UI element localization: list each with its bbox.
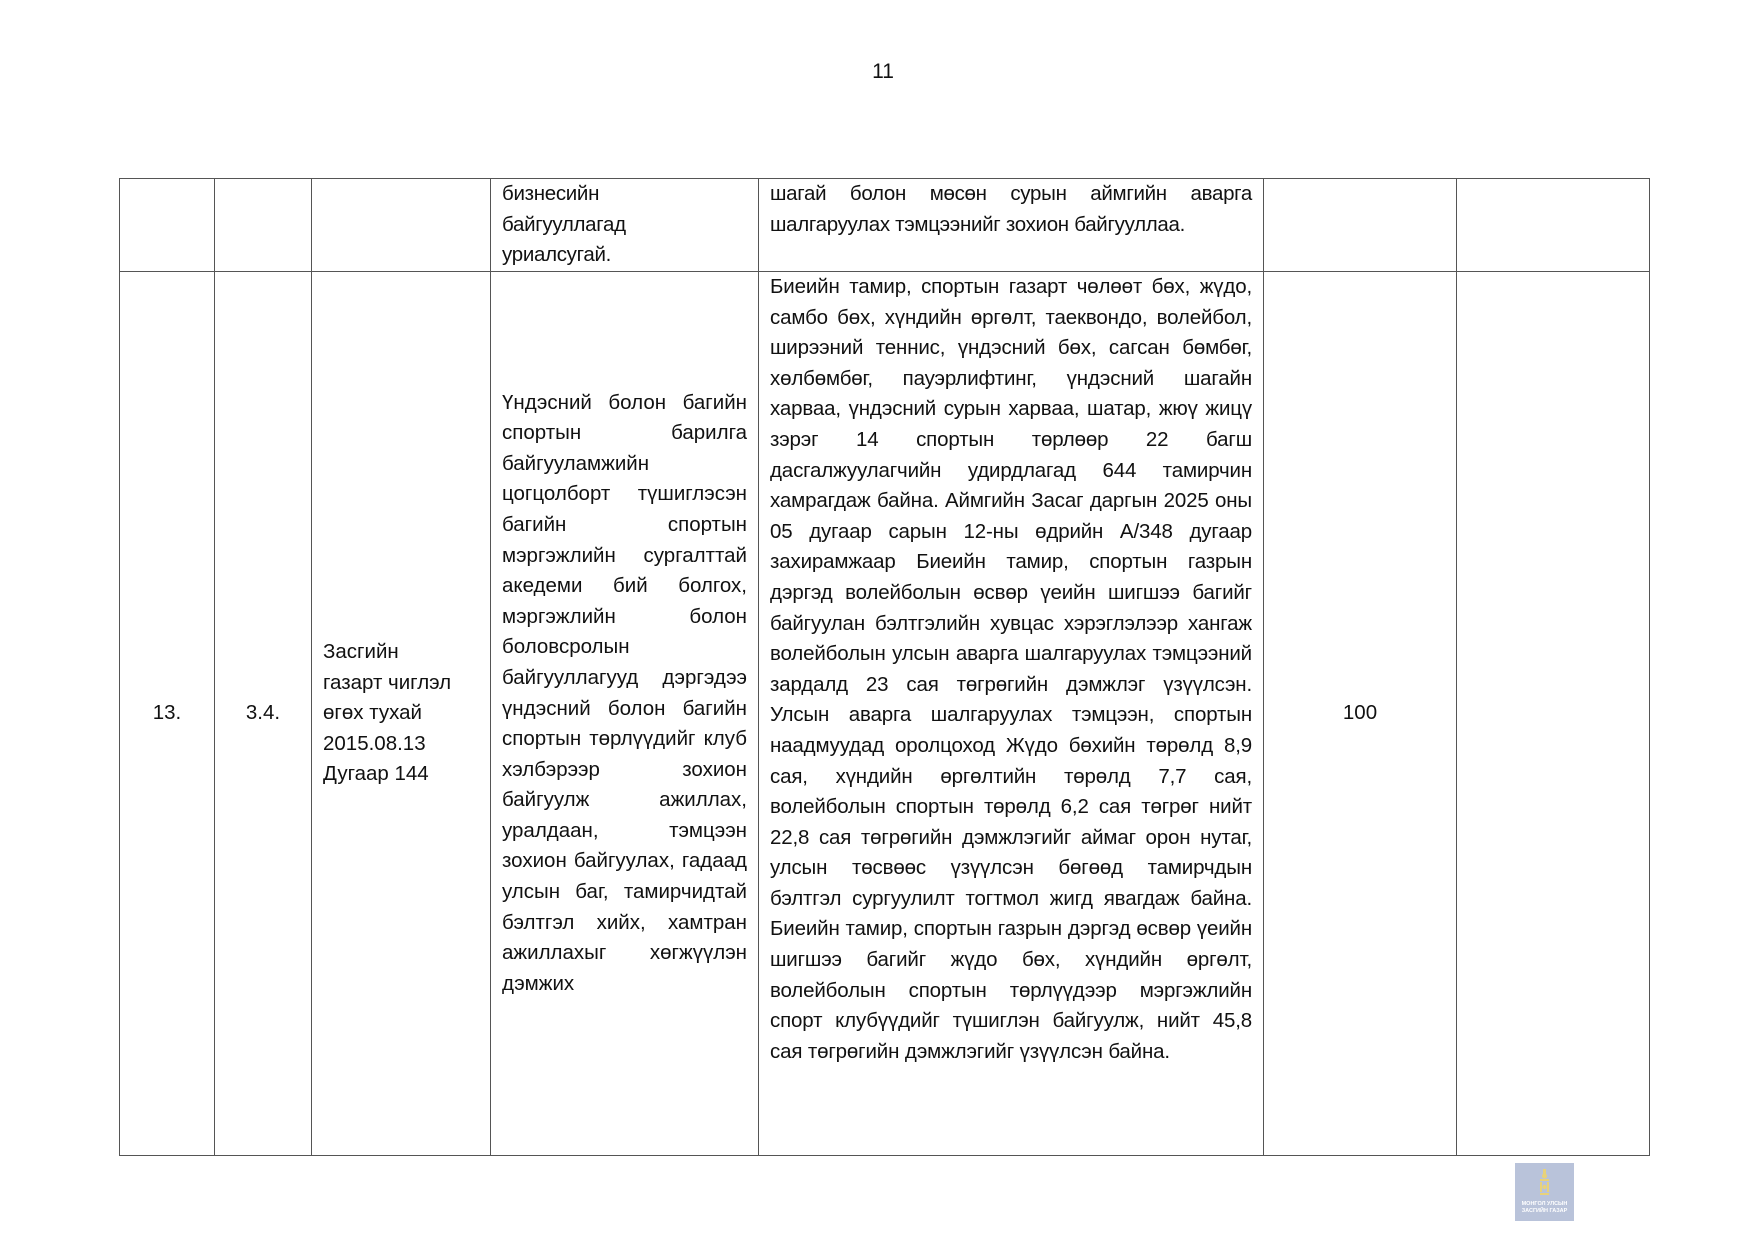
report-table (119, 178, 1650, 1156)
cell-source (312, 272, 491, 1156)
cell-progress: Биеийн тамир, спортын газарт чөлөөт бөх, жүдо, самбо бөх, хүндийн өргөлт, таеквондо, волейбол, ширээний теннис, үндэсний бөх, сагсан бөмбөг, хөлбөмбөг, пауэрлифтинг, үндэсний шагайн харваа, үндэсний сурын харваа, шатар, жюү жицү зэрэг 14 спортын төрлөөр 22 багш дасгалжуулагчийн удирдлагад 644 тамирчин хамрагдаж байна. Аймгийн Засаг даргын 2025 оны 05 дугаар сарын 12-ны өдрийн А/348 дугаар захирамжаар Биеийн тамир, спортын газрын дэргэд волейболын өсвөр үеийн шигшээ багийг байгуулан бэлтгэлийн хувцас хэрэглэлээр хангаж волейболын улсын аварга шалгаруулах тэмцээний зардалд 23 сая төгрөгийн дэмжлэг үзүүлсэн. Улсын аварга шалгаруулах тэмцээн, спортын наадмуудад оролцоход Жүдо бөхийн төрөлд 8,9 сая, хүндийн өргөлтийн төрөлд 7,7 сая, волейболын спортын төрөлд 6,2 сая төгрөг нийт 22,8 сая төгрөгийн дэмжлэгийг аймаг орон нутаг, улсын төсвөөс үзүүлсэн бөгөөд тамирчдын бэлтгэл сургуулилт тогтмол жигд явагдаж байна. Биеийн тамир, спортын газрын дэргэд өсвөр үеийн шигшээ багийг жүдо бөх, хүндийн өргөлт, волейболын спортын төрлүүдээр мэргэжлийн спорт клубүүдийг түшиглэн байгуулж, нийт 45,8 сая төгрөгийн дэмжлэгийг үзүүлсэн байна. (759, 272, 1264, 1156)
cell-score: 100 (1264, 272, 1457, 1156)
logo-text-line2: ЗАСГИЙН ГАЗАР (1521, 1208, 1568, 1214)
cell-task (491, 272, 759, 1156)
cell-progress: шагай болон мөсөн сурын аймгийн аварга шалгаруулах тэмцээнийг зохион байгууллаа. (759, 179, 1264, 272)
cell-number (120, 179, 215, 272)
government-logo (1515, 1163, 1574, 1221)
cell-score (1264, 179, 1457, 272)
cell-code: 3.4. (215, 272, 312, 1156)
task-text: Үндэсний болон багийн спортын барилга байгууламжийн цогцолборт түшиглэсэн багийн спортын мэргэжлийн сургалттай акедеми бий болгох, мэргэжлийн болон боловсролын байгууллагууд дэргэдээ үндэсний болон багийн спортын төрлүүдийг клуб хэлбэрээр зохион байгуулж ажиллах, уралдаан, тэмцээн зохион байгуулах, гадаад улсын баг, тамирчидтай бэлтгэл хийх, хамтран ажиллахыг хөгжүүлэн дэмжих (502, 390, 747, 995)
table-row (120, 272, 1650, 1156)
table-row (120, 179, 1650, 272)
soyombo-emblem-icon (1539, 1169, 1550, 1197)
logo-text-line1: МОНГОЛ УЛСЫН (1521, 1201, 1568, 1207)
cell-code (215, 179, 312, 272)
cell-note (1457, 272, 1650, 1156)
cell-note (1457, 179, 1650, 272)
task-text: бизнесийн байгууллагад уриалсугай. (502, 182, 626, 267)
cell-number: 13. (120, 272, 215, 1156)
page-number: 11 (872, 60, 894, 83)
cell-task (491, 179, 759, 272)
cell-source (312, 179, 491, 272)
source-text: Засгийн газарт чиглэл өгөх тухай 2015.08.13 Дугаар 144 (323, 640, 452, 786)
